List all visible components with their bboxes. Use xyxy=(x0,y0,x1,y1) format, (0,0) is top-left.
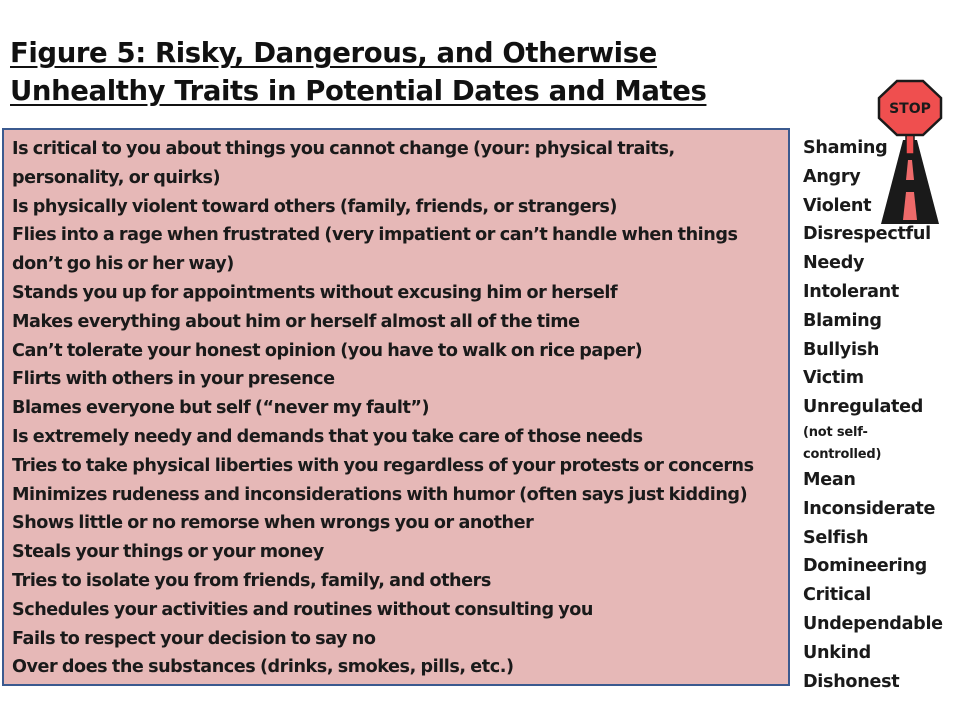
trait-line: Makes everything about him or herself almost all of the time xyxy=(12,311,580,332)
trait-line: don’t go his or her way) xyxy=(12,254,234,275)
adjective-item: Undependable xyxy=(803,613,943,634)
adjective-item: Unregulated xyxy=(803,397,924,418)
adjective-item: Needy xyxy=(803,253,865,274)
title-line-1: Figure 5: Risky, Dangerous, and Otherwise xyxy=(10,37,657,69)
adjective-item: Blaming xyxy=(803,310,882,331)
trait-line: personality, or quirks) xyxy=(12,167,221,188)
trait-line: Is extremely needy and demands that you take care of those needs xyxy=(12,426,643,447)
trait-line: Steals your things or your money xyxy=(12,542,324,563)
title-line-2: Unhealthy Traits in Potential Dates and Mates xyxy=(10,75,707,107)
page-title xyxy=(10,34,770,110)
adjective-item: Violent xyxy=(803,195,872,216)
trait-line: Fails to respect your decision to say no xyxy=(12,628,376,649)
adjective-item: Victim xyxy=(803,368,864,389)
trait-line: Flirts with others in your presence xyxy=(12,369,335,390)
adjective-item: Domineering xyxy=(803,556,927,577)
trait-line: Blames everyone but self (“never my fault”) xyxy=(12,398,430,419)
adjectives-list xyxy=(803,134,960,696)
trait-line: Minimizes rudeness and inconsiderations with humor (often says just kidding) xyxy=(12,484,748,505)
adjective-note: (not self- xyxy=(803,424,868,440)
trait-line: Tries to take physical liberties with you regardless of your protests or concerns xyxy=(12,455,754,476)
traits-box xyxy=(2,128,790,686)
stop-label: STOP xyxy=(889,101,931,117)
adjective-item: Angry xyxy=(803,166,861,187)
adjective-item: Dishonest xyxy=(803,671,900,692)
adjective-item: Shaming xyxy=(803,138,888,158)
adjective-item: Disrespectful xyxy=(803,224,931,245)
trait-line: Stands you up for appointments without excusing him or herself xyxy=(12,282,618,303)
traits-list xyxy=(12,135,788,682)
adjective-item: Critical xyxy=(803,585,871,606)
trait-line: Is physically violent toward others (family, friends, or strangers) xyxy=(12,196,618,217)
trait-line: Schedules your activities and routines without consulting you xyxy=(12,599,593,620)
trait-line: Is critical to you about things you cannot change (your: physical traits, xyxy=(12,139,675,159)
adjective-item: Bullyish xyxy=(803,339,880,360)
trait-line: Shows little or no remorse when wrongs you or another xyxy=(12,513,534,534)
trait-line: Can’t tolerate your honest opinion (you have to walk on rice paper) xyxy=(12,340,643,361)
trait-line: Over does the substances (drinks, smokes, pills, etc.) xyxy=(12,657,514,678)
adjective-item: Mean xyxy=(803,469,856,490)
adjective-item: Intolerant xyxy=(803,281,900,302)
adjective-item: Selfish xyxy=(803,527,869,548)
adjective-item: Inconsiderate xyxy=(803,498,936,519)
trait-line: Tries to isolate you from friends, family, and others xyxy=(12,570,491,591)
adjective-note: controlled) xyxy=(803,446,882,462)
trait-line: Flies into a rage when frustrated (very impatient or can’t handle when things xyxy=(12,225,738,246)
adjective-item: Unkind xyxy=(803,642,871,663)
